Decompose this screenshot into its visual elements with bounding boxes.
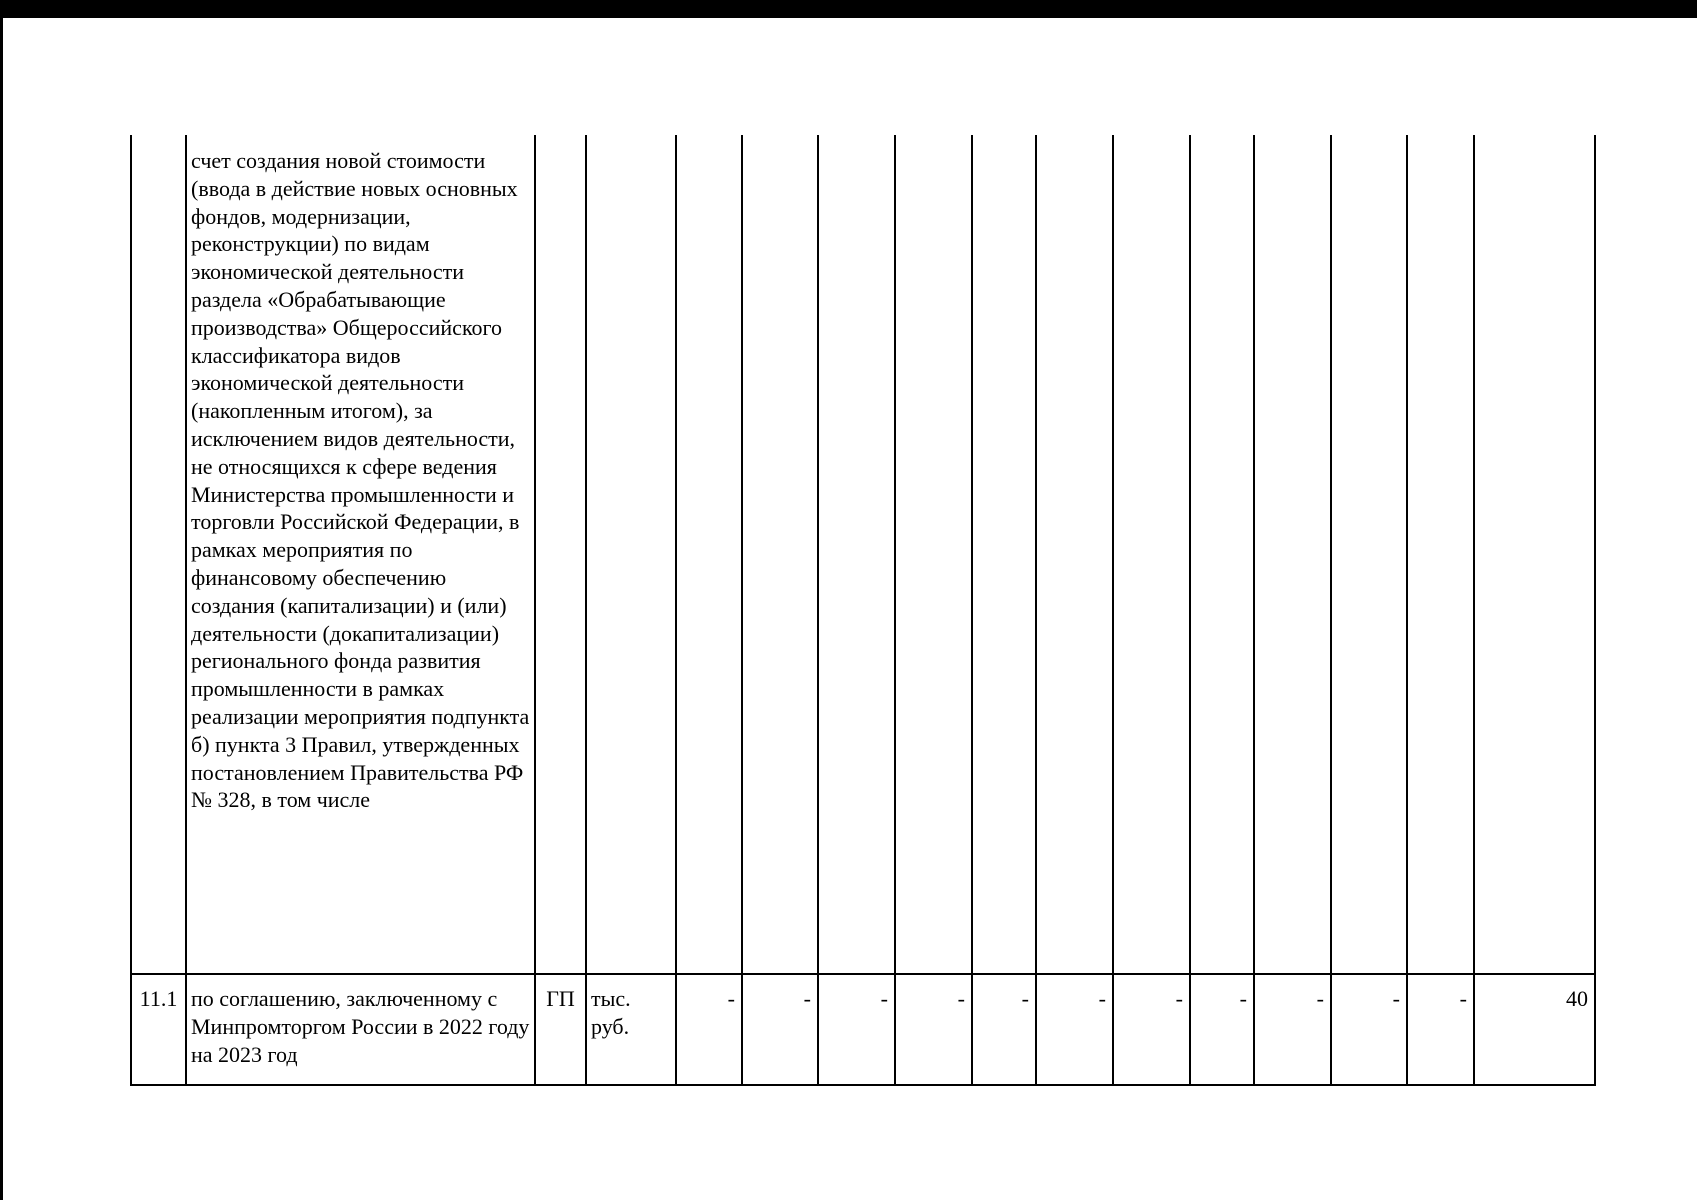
cell-value (1036, 135, 1113, 974)
scan-left-border (0, 18, 3, 1200)
cell-value (1254, 135, 1331, 974)
cell-number: 11.1 (131, 974, 186, 1085)
cell-value (1113, 135, 1190, 974)
cell-unit (586, 135, 676, 974)
cell-value (895, 135, 972, 974)
cell-value: - (1331, 974, 1407, 1085)
cell-value (1407, 135, 1474, 974)
cell-total (1474, 135, 1595, 974)
cell-value (972, 135, 1036, 974)
cell-value: - (1113, 974, 1190, 1085)
indicators-table (130, 135, 1596, 1086)
cell-value (1190, 135, 1254, 974)
cell-value (676, 135, 742, 974)
cell-value: - (895, 974, 972, 1085)
cell-executor: ГП (535, 974, 586, 1085)
table-row-11-1 (131, 974, 1595, 1085)
cell-value: - (742, 974, 818, 1085)
cell-value (818, 135, 895, 974)
cell-number (131, 135, 186, 974)
cell-value: - (1407, 974, 1474, 1085)
cell-description: счет создания новой стоимости (ввода в действие новых основных фондов, модернизации, реконструкции) по видам экономической деятельности раздела «Обрабатывающие производства» Общероссийского классификатора видов экономической деятельности (накопленным итогом), за исключением видов деятельности, не относящихся к сфере ведения Министерства промышленности и торговли Российской Федерации, в рамках мероприятия по финансовому обеспечению создания (капитализации) и (или) деятельности (докапитализации) регионального фонда развития промышленности в рамках реализации мероприятия подпункта б) пункта 3 Правил, утвержденных постановлением Правительства РФ № 328, в том числе (186, 135, 535, 974)
cell-value: - (818, 974, 895, 1085)
cell-value: - (1254, 974, 1331, 1085)
cell-value (742, 135, 818, 974)
table-row-continuation (131, 135, 1595, 974)
cell-description: по соглашению, заключенному с Минпромторгом России в 2022 году на 2023 год (186, 974, 535, 1085)
cell-value: - (676, 974, 742, 1085)
cell-value: - (972, 974, 1036, 1085)
cell-value (1331, 135, 1407, 974)
cell-executor (535, 135, 586, 974)
cell-value: - (1036, 974, 1113, 1085)
scan-top-border (0, 0, 1697, 18)
cell-value: - (1190, 974, 1254, 1085)
cell-total: 40 (1474, 974, 1595, 1085)
cell-unit: тыс. руб. (586, 974, 676, 1085)
